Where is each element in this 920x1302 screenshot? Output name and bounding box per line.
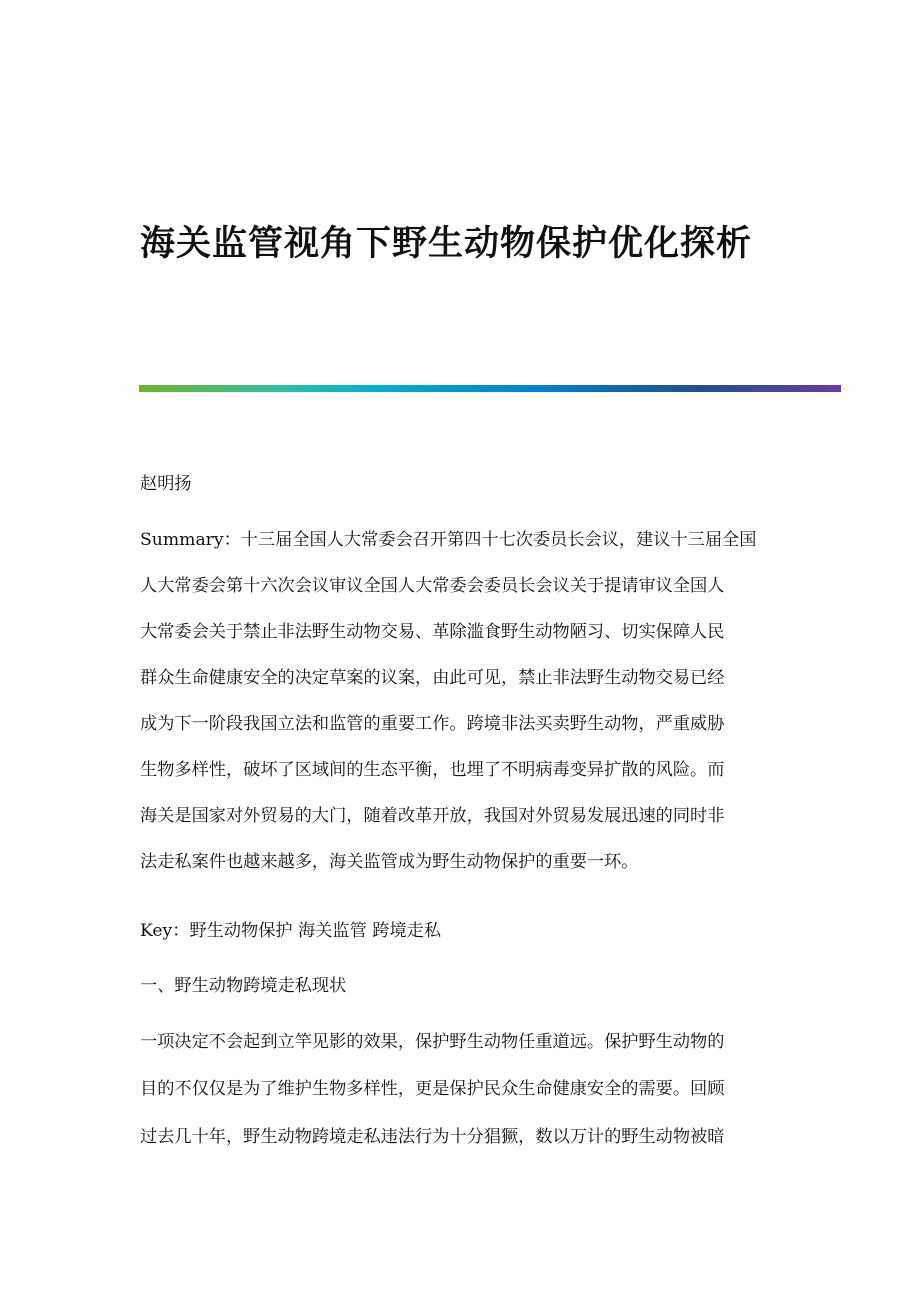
summary-line: 成为下一阶段我国立法和监管的重要工作。跨境非法买卖野生动物，严重威胁 [140, 714, 725, 734]
paragraph-line: 目的不仅仅是为了维护生物多样性，更是保护民众生命健康安全的需要。回顾 [140, 1079, 725, 1099]
section-heading: 一、野生动物跨境走私现状 [140, 976, 347, 996]
author: 赵明扬 [140, 474, 192, 494]
summary-line: 海关是国家对外贸易的大门，随着改革开放，我国对外贸易发展迅速的同时非 [140, 806, 725, 826]
summary-line: 生物多样性，破坏了区域间的生态平衡，也埋了不明病毒变异扩散的风险。而 [140, 760, 725, 780]
summary-line: 法走私案件也越来越多，海关监管成为野生动物保护的重要一环。 [140, 852, 639, 872]
paragraph-line: 过去几十年，野生动物跨境走私违法行为十分猖獗，数以万计的野生动物被暗 [140, 1127, 725, 1147]
paragraph-line: 一项决定不会起到立竿见影的效果，保护野生动物任重道远。保护野生动物的 [140, 1032, 725, 1052]
summary-line: Summary：十三届全国人大常委会召开第四十七次委员长会议，建议十三届全国 [140, 530, 757, 550]
summary-line: 群众生命健康安全的决定草案的议案，由此可见，禁止非法野生动物交易已经 [140, 668, 725, 688]
document-title: 海关监管视角下野生动物保护优化探析 [140, 223, 753, 264]
summary-line: 人大常委会第十六次会议审议全国人大常委会委员长会议关于提请审议全国人 [140, 576, 725, 596]
keywords: Key：野生动物保护 海关监管 跨境走私 [140, 921, 442, 941]
gradient-divider [139, 385, 841, 392]
summary-line: 大常委会关于禁止非法野生动物交易、革除滥食野生动物陋习、切实保障人民 [140, 622, 725, 642]
